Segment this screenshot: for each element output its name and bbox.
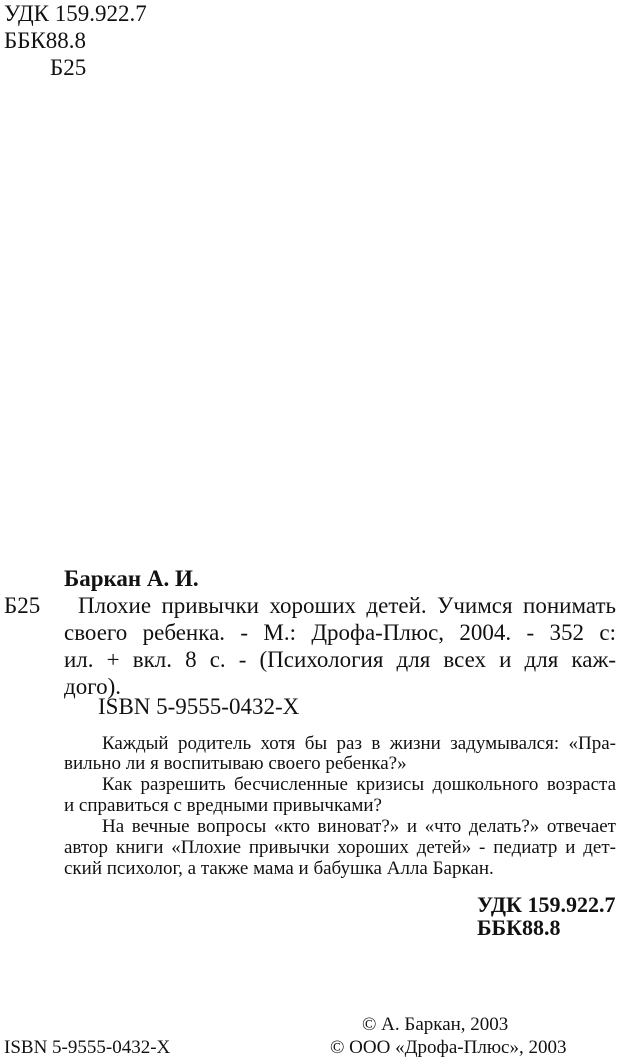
header-udk: УДК 159.922.7 xyxy=(4,1,147,26)
annotation-line-1: Каждый родитель хотя бы раз в жизни задумывался: «Пра- xyxy=(102,733,616,754)
header-bbk: ББК88.8 xyxy=(4,28,87,53)
catalog-line-3: ил. + вкл. 8 с. - (Психология для всех и для каж- xyxy=(64,647,616,672)
annotation-line-7: ский психолог, а также мама и бабушка Алла Баркан. xyxy=(64,858,494,879)
catalog-isbn: ISBN 5-9555-0432-X xyxy=(98,694,300,719)
copyright-author: © А. Баркан, 2003 xyxy=(362,1014,509,1035)
header-author-code: Б25 xyxy=(50,55,87,80)
footer-isbn: ISBN 5-9555-0432-X xyxy=(4,1037,171,1058)
classification-bbk: ББК88.8 xyxy=(477,915,561,940)
catalog-author: Баркан А. И. xyxy=(64,566,199,591)
annotation-line-4: и справиться с вредными привычками? xyxy=(64,795,382,816)
catalog-line-2: своего ребенка. - М.: Дрофа-Плюс, 2004. - 352 с: xyxy=(64,620,616,645)
annotation-line-2: вильно ли я воспитываю своего ребенка?» xyxy=(64,753,407,774)
catalog-line-1: Плохие привычки хороших детей. Учимся понимать xyxy=(78,593,616,618)
catalog-line-4: дого). xyxy=(64,674,121,699)
annotation-line-6: автор книги «Плохие привычки хороших детей» - педиатр и дет- xyxy=(64,837,616,858)
catalog-code: Б25 xyxy=(4,593,41,618)
copyright-publisher: © ООО «Дрофа-Плюс», 2003 xyxy=(330,1037,567,1058)
annotation-line-5: На вечные вопросы «кто виноват?» и «что делать?» отвечает xyxy=(102,816,616,837)
annotation-line-3: Как разрешить бесчисленные кризисы дошкольного возраста xyxy=(102,774,616,795)
classification-udk: УДК 159.922.7 xyxy=(477,892,616,917)
